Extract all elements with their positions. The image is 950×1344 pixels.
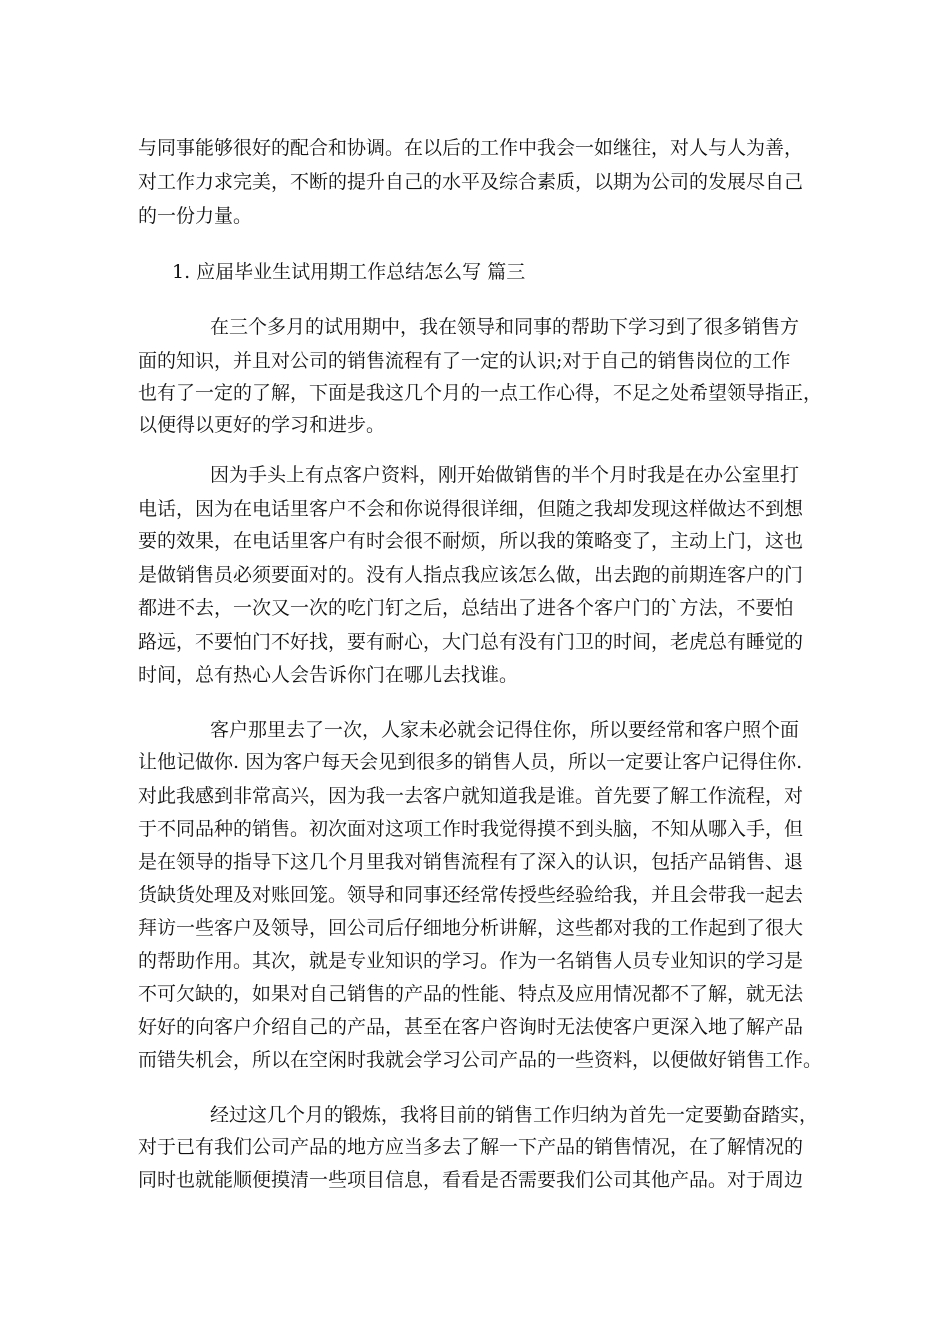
- text-line: 路远，不要怕门不好找，要有耐心，大门总有没有门卫的时间，老虎总有睡觉的: [138, 631, 804, 653]
- text-line: 在三个多月的试用期中，我在领导和同事的帮助下学习到了很多销售方: [210, 316, 800, 338]
- text-line: 不可欠缺的，如果对自己销售的产品的性能、特点及应用情况都不了解，就无法: [138, 983, 804, 1005]
- text-line: 也有了一定的了解，下面是我这几个月的一点工作心得，不足之处希望领导指正，: [138, 382, 823, 404]
- text-line: 好好的向客户介绍自己的产品，甚至在客户咨询时无法使客户更深入地了解产品: [138, 1016, 804, 1038]
- text-line: 而错失机会，所以在空闲时我就会学习公司产品的一些资料，以便做好销售工作。: [138, 1049, 823, 1071]
- text-line: 面的知识，并且对公司的销售流程有了一定的认识;对于自己的销售岗位的工作: [138, 350, 791, 372]
- text-line: 让他记做你. 因为客户每天会见到很多的销售人员，所以一定要让客户记得住你.: [138, 751, 803, 773]
- text-line: 拜访一些客户及领导，回公司后仔细地分析讲解，这些都对我的工作起到了很大: [138, 917, 804, 939]
- text-line: 都进不去，一次又一次的吃门钉之后，总结出了进各个客户门的`方法，不要怕: [138, 597, 794, 619]
- text-line: 与同事能够很好的配合和协调。在以后的工作中我会一如继往，对人与人为善，: [138, 137, 804, 159]
- text-line: 客户那里去了一次，人家未必就会记得住你，所以要经常和客户照个面: [210, 719, 800, 741]
- text-line: 的一份力量。: [138, 205, 253, 227]
- text-line: 对工作力求完美，不断的提升自己的水平及综合素质，以期为公司的发展尽自己: [138, 171, 804, 193]
- text-line: 因为手头上有点客户资料，刚开始做销售的半个月时我是在办公室里打: [210, 464, 800, 486]
- text-line: 是在领导的指导下这几个月里我对销售流程有了深入的认识，包括产品销售、退: [138, 851, 804, 873]
- text-line: 对于已有我们公司产品的地方应当多去了解一下产品的销售情况，在了解情况的: [138, 1136, 804, 1158]
- text-line: 时间，总有热心人会告诉你门在哪儿去找谁。: [138, 664, 519, 686]
- text-line: 经过这几个月的锻炼，我将目前的销售工作归纳为首先一定要勤奋踏实，: [210, 1104, 819, 1126]
- text-line: 要的效果，在电话里客户有时会很不耐烦，所以我的策略变了，主动上门，这也: [138, 530, 804, 552]
- section-heading: 1. 应届毕业生试用期工作总结怎么写 篇三: [172, 261, 526, 283]
- text-line: 的帮助作用。其次，就是专业知识的学习。作为一名销售人员专业知识的学习是: [138, 950, 804, 972]
- text-line: 同时也就能顺便摸清一些项目信息，看看是否需要我们公司其他产品。对于周边: [138, 1169, 804, 1191]
- text-line: 电话，因为在电话里客户不会和你说得很详细，但随之我却发现这样做达不到想: [138, 498, 804, 520]
- text-line: 货缺货处理及对账回笼。领导和同事还经常传授些经验给我，并且会带我一起去: [138, 884, 804, 906]
- text-line: 于不同品种的销售。初次面对这项工作时我觉得摸不到头脑，不知从哪入手，但: [138, 818, 804, 840]
- text-line: 以便得以更好的学习和进步。: [138, 414, 386, 436]
- text-line: 是做销售员必须要面对的。没有人指点我应该怎么做，出去跑的前期连客户的门: [138, 564, 804, 586]
- text-line: 对此我感到非常高兴，因为我一去客户就知道我是谁。首先要了解工作流程，对: [138, 785, 804, 807]
